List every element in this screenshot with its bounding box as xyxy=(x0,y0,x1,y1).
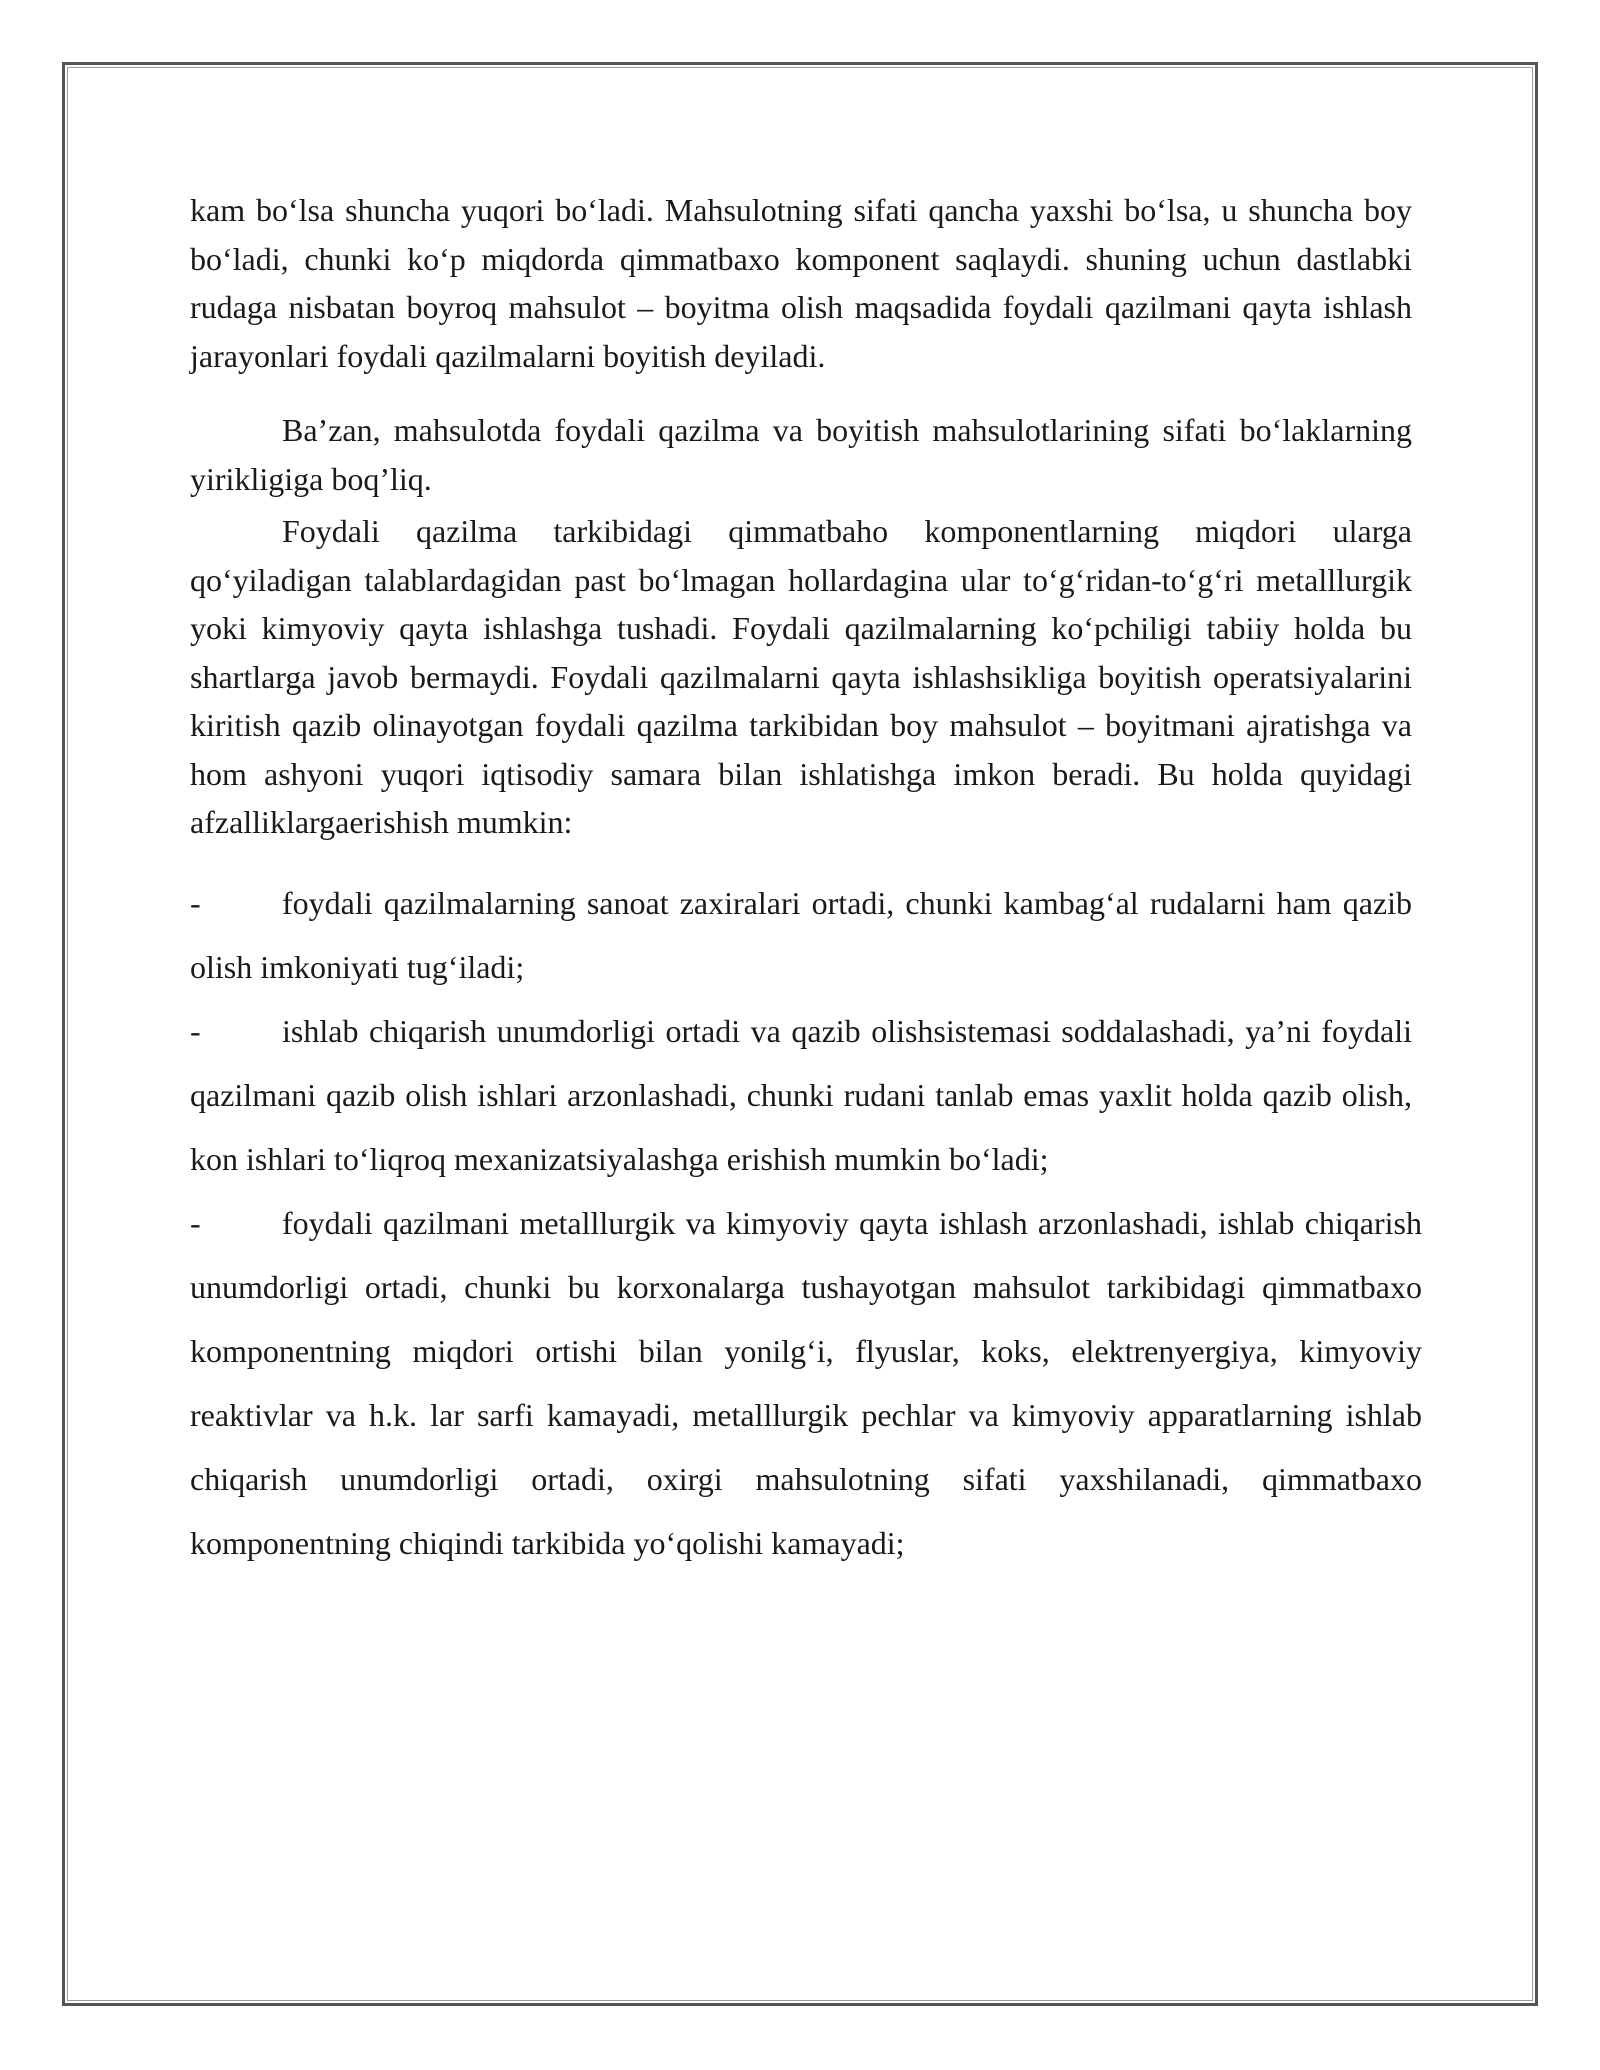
list-item xyxy=(190,999,1412,1191)
list-item xyxy=(190,1191,1422,1575)
paragraph-particle-size: Ba’zan, mahsulotda foydali qazilma va boyitish mahsulotlarining sifati bo‘laklarning yirikligiga boq’liq. xyxy=(190,412,1412,497)
list-item-text: foydali qazilmani metalllurgik va kimyoviy qayta ishlash arzonlashadi, ishlab chiqarish unumdorligi ortadi, chunki bu korxonalarga tushayotgan mahsulot tarkibidagi qimmatbaxo komponentning miqdori ortishi bilan yonilg‘i, flyuslar, koks, elektrenyergiya, kimyoviy reaktivlar va h.k. lar sarfi kamayadi, metalllurgik pechlar va kimyoviy apparatlarning ishlab chiqarish unumdorligi ortadi, oxirgi mahsulotning sifati yaxshilanadi, qimmatbaxo komponentning chiqindi tarkibida yo‘qolishi kamayadi; xyxy=(190,1204,1422,1561)
list-marker: - xyxy=(190,1204,201,1241)
document-body xyxy=(190,186,1422,1575)
advantages-list xyxy=(190,871,1422,1575)
paragraph-continuation: kam bo‘lsa shuncha yuqori bo‘ladi. Mahsulotning sifati qancha yaxshi bo‘lsa, u shuncha boy bo‘ladi, chunki ko‘p miqdorda qimmatbaxo komponent saqlaydi. shuning uchun dastlabki rudaga nisbatan boyroq mahsulot – boyitma olish maqsadida foydali qazilmani qayta ishlash jarayonlari foydali qazilmalarni boyitish deyiladi. xyxy=(190,192,1412,374)
list-item xyxy=(190,871,1412,999)
list-item-text: ishlab chiqarish unumdorligi ortadi va qazib olishsistemasi soddalashadi, ya’ni foydali qazilmani qazib olish ishlari arzonlashadi, chunki rudani tanlab emas yaxlit holda qazib olish, kon ishlari to‘liqroq mexanizatsiyalashga erishish mumkin bo‘ladi; xyxy=(190,1012,1412,1177)
list-marker: - xyxy=(190,884,201,921)
paragraph-advantages-intro: Foydali qazilma tarkibidagi qimmatbaho komponentlarning miqdori ularga qo‘yiladigan talablardagidan past bo‘lmagan hollardagina ular to‘g‘ridan-to‘g‘ri metalllurgik yoki kimyoviy qayta ishlashga tushadi. Foydali qazilmalarning ko‘pchiligi tabiiy holda bu shartlarga javob bermaydi. Foydali qazilmalarni qayta ishlashsikliga boyitish operatsiyalarini kiritish qazib olinayotgan foydali qazilma tarkibidan boy mahsulot – boyitmani ajratishga va hom ashyoni yuqori iqtisodiy samara bilan ishlatishga imkon beradi. Bu holda quyidagi afzalliklargaerishish mumkin: xyxy=(190,513,1412,840)
list-item-text: foydali qazilmalarning sanoat zaxiralari ortadi, chunki kambag‘al rudalarni ham qazib olish imkoniyati tug‘iladi; xyxy=(190,884,1412,985)
list-marker: - xyxy=(190,1012,201,1049)
